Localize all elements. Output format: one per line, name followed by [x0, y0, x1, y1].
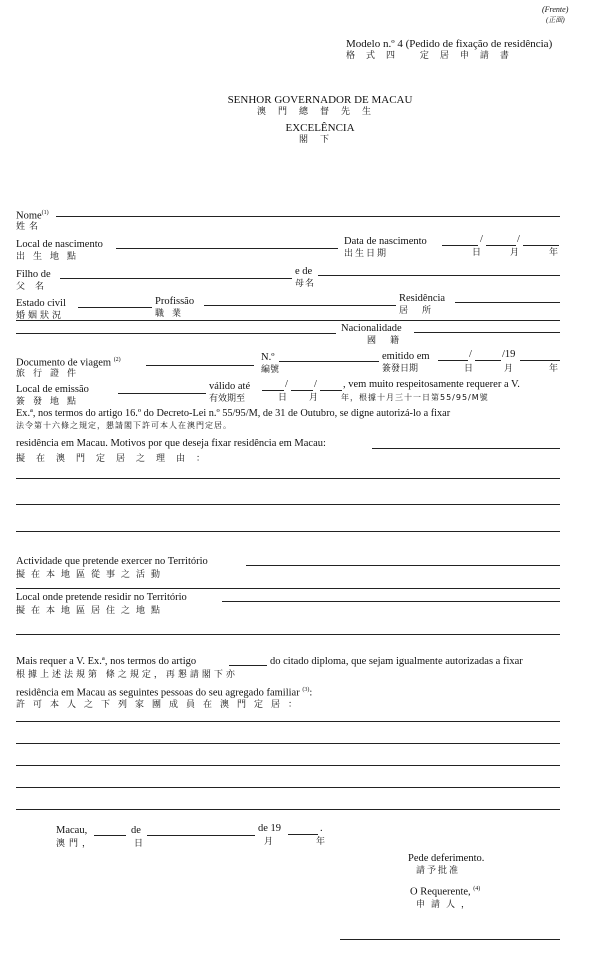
do-citado-text: do citado diploma, que sejam igualmente autorizadas a fixar — [270, 656, 523, 667]
valido-ano-field[interactable] — [320, 390, 342, 391]
governador-title: SENHOR GOVERNADOR DE MACAU — [227, 94, 413, 106]
ano-label-zh: 年 — [549, 364, 563, 374]
de-19-label: de 19 — [258, 823, 282, 834]
profissao-field[interactable] — [204, 305, 396, 306]
numero-label-zh: 編號 — [261, 365, 280, 375]
motivos-label-zh: 擬在澳門定居之理由： — [16, 454, 217, 464]
dia-label-zh: 日 — [278, 393, 292, 403]
residencia-field-continued[interactable] — [16, 320, 560, 321]
local-emissao-label: Local de emissão — [16, 384, 89, 395]
ano-label-zh: 年 — [549, 248, 563, 258]
agregado-line[interactable] — [16, 787, 560, 788]
decreto-text-zh: 法令第十六條之規定，懇請閣下許可本人在澳門定居。 — [16, 421, 232, 430]
valido-dia-field[interactable] — [262, 390, 284, 391]
data-nascimento-dia-field[interactable] — [442, 245, 478, 246]
local-residir-field[interactable] — [222, 601, 560, 602]
mes-label-zh: 月 — [504, 364, 518, 374]
excelencia-title-zh: 閣下 — [298, 135, 341, 145]
motivos-label: residência em Macau. Motivos por que deseja fixar residência em Macau: — [16, 438, 326, 449]
decreto-text: Ex.ª, nos termos do artigo 16.º do Decreto-Lei n.º 55/95/M, de 31 de Outubro, se digne autorizá-lo a fixar — [16, 408, 451, 419]
vem-muito-text: , vem muito respeitosamente requerer a V. — [343, 379, 520, 390]
slash: / — [517, 234, 520, 245]
actividade-label-zh: 擬在本地區從事之活動 — [16, 570, 167, 580]
emitido-dia-field[interactable] — [438, 360, 468, 361]
pede-deferimento-text-zh: 請予批准 — [416, 866, 461, 876]
footer-mes-field[interactable] — [147, 835, 255, 836]
nome-field[interactable] — [56, 216, 560, 217]
profissao-label-zh: 職業 — [155, 309, 190, 319]
dia-label-zh: 日 — [134, 839, 148, 849]
estado-civil-field[interactable] — [78, 307, 152, 308]
emitido-label: emitido em — [382, 351, 430, 362]
agregado-line[interactable] — [16, 743, 560, 744]
residencia-label: Residência — [399, 293, 446, 304]
data-nascimento-label: Data de nascimento — [344, 236, 427, 247]
excelencia-title: EXCELÊNCIA — [285, 122, 355, 134]
local-residir-label-zh: 擬在本地區居住之地點 — [16, 606, 167, 616]
local-nascimento-label: Local de nascimento — [16, 239, 103, 250]
documento-label-zh: 旅行證件 — [16, 369, 85, 379]
local-emissao-field[interactable] — [118, 393, 206, 394]
emitido-mes-field[interactable] — [475, 360, 501, 361]
requerente-label: O Requerente, $^{(4)}$ — [410, 886, 481, 898]
actividade-field[interactable] — [246, 565, 560, 566]
frente-label-zh: (正面) — [546, 16, 565, 24]
emitido-label-zh: 簽發日期 — [382, 364, 419, 374]
actividade-label: Actividade que pretende exercer no Território — [16, 556, 208, 567]
filho-label: Filho de — [16, 269, 51, 280]
vem-muito-text-zh: 年，根據十月三十一日第55/95/M號 — [341, 393, 489, 402]
estado-civil-label: Estado civil — [16, 298, 66, 309]
data-nascimento-mes-field[interactable] — [486, 245, 516, 246]
slash: / — [480, 234, 483, 245]
mes-label-zh: 月 — [510, 248, 524, 258]
signature-field[interactable] — [340, 939, 560, 940]
numero-field[interactable] — [279, 361, 379, 362]
modelo-title-zh: 格式四 定居申請書 — [346, 51, 520, 61]
documento-label: Documento de viagem $^{(2)}$ — [16, 357, 121, 369]
dia-label-zh: 日 — [464, 364, 478, 374]
data-nascimento-label-zh: 出生日期 — [344, 249, 389, 259]
estado-civil-label-zh: 婚姻狀況 — [16, 311, 65, 321]
profissao-label: Profissão — [155, 296, 195, 307]
nome-label-zh: 姓名 — [16, 222, 43, 232]
footer-dia-field[interactable] — [94, 835, 126, 836]
filho-label-zh: 父名 — [16, 282, 55, 292]
local-nascimento-label-zh: 出生地點 — [16, 252, 85, 262]
mes-label-zh: 月 — [264, 837, 278, 847]
nacionalidade-label-zh: 國籍 — [367, 336, 414, 346]
slash: / — [285, 379, 288, 390]
slash: / — [314, 379, 317, 390]
motivos-line[interactable] — [16, 504, 560, 505]
frente-label: (Frente) — [542, 5, 569, 14]
pede-deferimento-text: Pede deferimento. — [408, 853, 485, 864]
mes-label-zh: 月 — [309, 393, 323, 403]
valido-mes-field[interactable] — [291, 390, 313, 391]
motivos-line[interactable] — [16, 531, 560, 532]
nacionalidade-label: Nacionalidade — [341, 323, 402, 334]
macau-label: Macau, — [56, 825, 88, 836]
e-de-label: e de — [295, 266, 313, 277]
footer-ano-field[interactable] — [288, 834, 318, 835]
governador-title-zh: 澳門總督先生 — [256, 107, 383, 117]
artigo-field[interactable] — [229, 665, 267, 666]
mae-label-zh: 母名 — [295, 279, 316, 289]
agregado-line[interactable] — [16, 809, 560, 810]
emitido-19-label: /19 — [502, 349, 516, 360]
slash: / — [469, 349, 472, 360]
mais-requer-text-zh: 根據上述法規第 條之規定，再懇請閣下亦 — [16, 670, 238, 680]
modelo-title: Modelo n.º 4 (Pedido de fixação de residência) — [346, 38, 553, 50]
dia-label-zh: 日 — [472, 248, 486, 258]
motivos-line[interactable] — [16, 478, 560, 479]
de-label: de — [131, 825, 141, 836]
local-emissao-label-zh: 簽發地點 — [16, 397, 85, 407]
agregado-line[interactable] — [16, 765, 560, 766]
data-nascimento-ano-field[interactable] — [523, 245, 559, 246]
requerente-label-zh: 申請人， — [416, 900, 477, 910]
nome-label: Nome$^{(1)}$ — [16, 210, 49, 222]
mae-field[interactable] — [318, 275, 560, 276]
period: . — [320, 823, 323, 834]
blank-line[interactable] — [16, 333, 336, 334]
local-residir-label: Local onde pretende residir no Território — [16, 592, 187, 603]
documento-field[interactable] — [146, 365, 254, 366]
motivos-field[interactable] — [372, 448, 560, 449]
agregado-line[interactable] — [16, 721, 560, 722]
residencia-field[interactable] — [455, 302, 560, 303]
residencia-label-zh: 居所 — [399, 306, 446, 316]
valido-label: válido até — [209, 381, 251, 392]
actividade-line[interactable] — [16, 588, 560, 589]
numero-label: N.º — [261, 352, 275, 363]
agregado-text-zh: 許可本人之下列家團成員在澳門定居： — [16, 700, 306, 710]
agregado-text: residência em Macau as seguintes pessoas do seu agregado familiar $^{(3)}$: — [16, 687, 313, 699]
emitido-ano-field[interactable] — [520, 360, 560, 361]
local-nascimento-field[interactable] — [116, 248, 338, 249]
mais-requer-text: Mais requer a V. Ex.ª, nos termos do artigo — [16, 656, 197, 667]
nacionalidade-field[interactable] — [414, 332, 560, 333]
ano-label-zh: 年 — [316, 837, 330, 847]
valido-label-zh: 有效期至 — [209, 394, 246, 404]
pai-field[interactable] — [60, 278, 292, 279]
macau-label-zh: 澳門， — [56, 839, 96, 849]
local-residir-line[interactable] — [16, 634, 560, 635]
